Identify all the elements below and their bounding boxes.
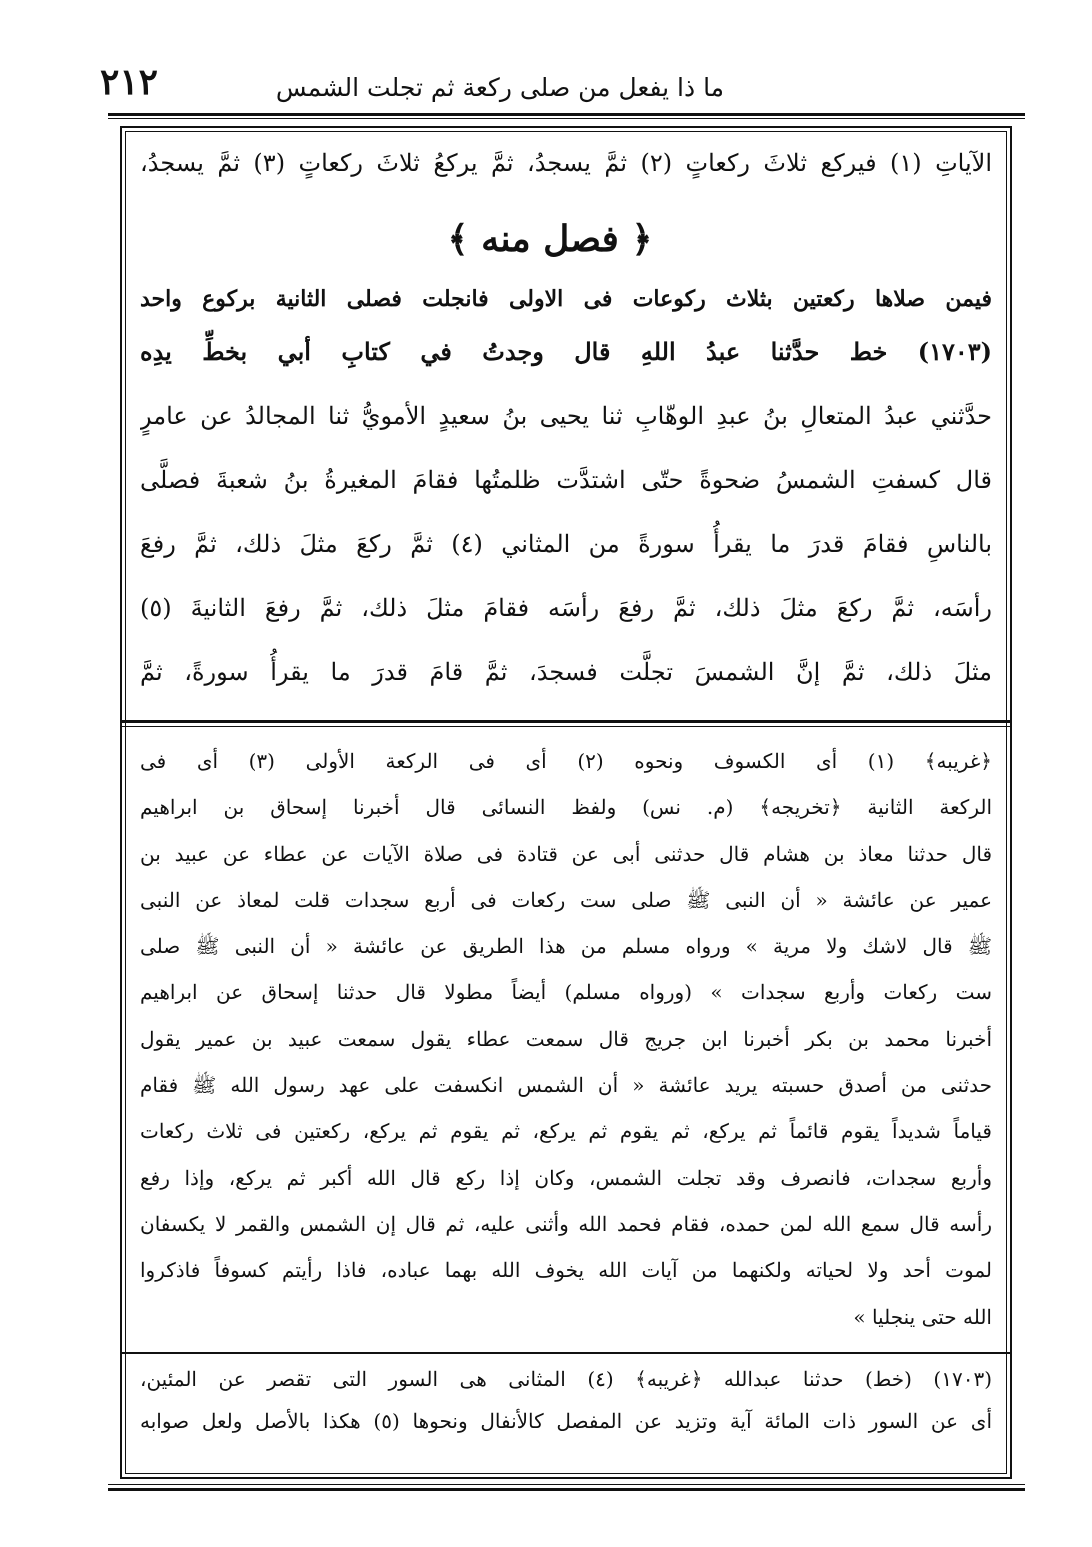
header-rule-thick [108,113,1025,116]
section-heading: ﴿ فصل منه ﴾ [447,218,653,260]
hadith-line: (١٧٠٣) خط حدَّثنا عبدُ اللهِ قال وجدتُ في كتابِ أبي بخطِّ يدِه [140,337,992,366]
header-rule-thin [108,118,1025,119]
footnote-separator-thin [120,726,1012,727]
section-summary: فيمن صلاها ركعتين بثلاث ركوعات فى الاولى فانجلت فصلى الثانية بركوع واحد [140,286,992,312]
hadith-line: رأسَه، ثمَّ ركعَ مثلَ ذلك، ثمَّ رفعَ رأسَه فقامَ مثلَ ذلك، ثمَّ رفعَ الثانيةَ (٥) [140,594,992,622]
hadith-text [140,320,992,704]
footnote-line: الله حتى ينجليا » [853,1304,992,1329]
footnote-separator-thick [120,720,1012,723]
footnote-line: عمير عن عائشة « أن النبى ﷺ صلى ست ركعات فى أربع سجدات قلت لمعاذ عن النبى [140,887,992,912]
footnote-line: وأربع سجدات، فانصرف وقد تجلت الشمس، وكان إذا ركع قال الله أكبر ثم يركع، وإذا رفع [140,1165,992,1190]
footnote-line: قال حدثنا معاذ بن هشام قال حدثنى أبى عن قتادة فى صلاة الآيات عن عطاء عن عبيد بن [140,841,992,866]
footnote-line: أخبرنا محمد بن بكر أخبرنا ابن جريج قال سمعت عطاء يقول سمعت عبيد بن عمير يقول [140,1026,992,1051]
page-number: ٢١٢ [100,61,159,103]
footnote-line: ﴿غريبه﴾ (١) أى الكسوف ونحوه (٢) أى فى الركعة الأولى (٣) أى فى [140,749,992,773]
footer-rule-thin [108,1484,1025,1485]
hadith-line: قال كسفتِ الشمسُ ضحوةً حتّى اشتدَّت ظلمتُها فقامَ المغيرةُ بنُ شعبةَ فصلَّى [140,466,992,494]
footnote-line: قياماً شديداً يقوم قائماً ثم يركع، ثم يقوم ثم يركع، ثم يقوم ثم يركع، ركعتين فى ثلاث ركعات [140,1119,992,1144]
bottom-footnotes [140,1358,992,1442]
footnote-line: ست ركعات وأربع سجدات » (ورواه مسلم) أيضاً مطولا قال حدثنا إسحاق عن ابراهيم [140,980,992,1005]
hadith-line: بالناسِ فقامَ قدرَ ما يقرأُ سورةً من المثاني (٤) ثمَّ ركعَ مثلَ ذلك، ثمَّ رفعَ [140,530,992,558]
footer-rule-thick [108,1488,1025,1491]
running-header-title: ما ذا يفعل من صلى ركعة ثم تجلت الشمس [275,73,725,102]
hadith-line: مثلَ ذلك، ثمَّ إنَّ الشمسَ تجلَّت فسجدَ، ثمَّ قامَ قدرَ ما يقرأُ سورةً، ثمَّ [140,658,992,686]
main-text-opening [140,132,992,194]
hadith-line: حدَّثني عبدُ المتعالِ بنُ عبدِ الوهّابِ ثنا يحيى بنُ سعيدٍ الأمويُّ ثنا المجالدُ عن عامرٍ [140,402,992,430]
main-opening-line: الآياتِ (١) فيركع ثلاثَ ركعاتٍ (٢) ثمَّ يسجدُ، ثمَّ يركعُ ثلاثَ ركعاتٍ (٣) ثمَّ يسجدُ، [140,149,992,177]
lower-note-separator [120,1352,1012,1354]
bottom-footnote-line: (١٧٠٣) (خط) حدثنا عبدالله ﴿غريبه﴾ (٤) المثانى هى السور التى تقصر عن المئين، [140,1367,992,1391]
footnote-line: حدثنى من أصدق حسبته يريد عائشة « أن الشمس انكسفت على عهد رسول الله ﷺ فقام [140,1073,992,1098]
footnote-line: رأسه قال سمع الله لمن حمده، فقام فحمد الله وأثنى عليه، ثم قال إن الشمس والقمر لا يكسفان [140,1211,992,1236]
footnotes [140,738,992,1340]
footnote-line: لموت أحد ولا لحياته ولكنهما من آيات الله يخوف الله بهما عباده، فاذا رأيتم كسوفاً فاذكروا [140,1258,992,1283]
footnote-line: الركعة الثانية ﴿تخريجه﴾ (م. نس) ولفظ النسائى قال أخبرنا إسحاق بن ابراهيم [140,795,992,820]
bottom-footnote-line: أى عن السور ذات المائة آية وتزيد عن المفصل كالأنفال ونحوها (٥) هكذا بالأصل ولعل صوابه [140,1409,992,1433]
footnote-line: ﷺ قال لاشك ولا مرية » ورواه مسلم من هذا الطريق عن عائشة « أن النبى ﷺ صلى [140,934,992,959]
